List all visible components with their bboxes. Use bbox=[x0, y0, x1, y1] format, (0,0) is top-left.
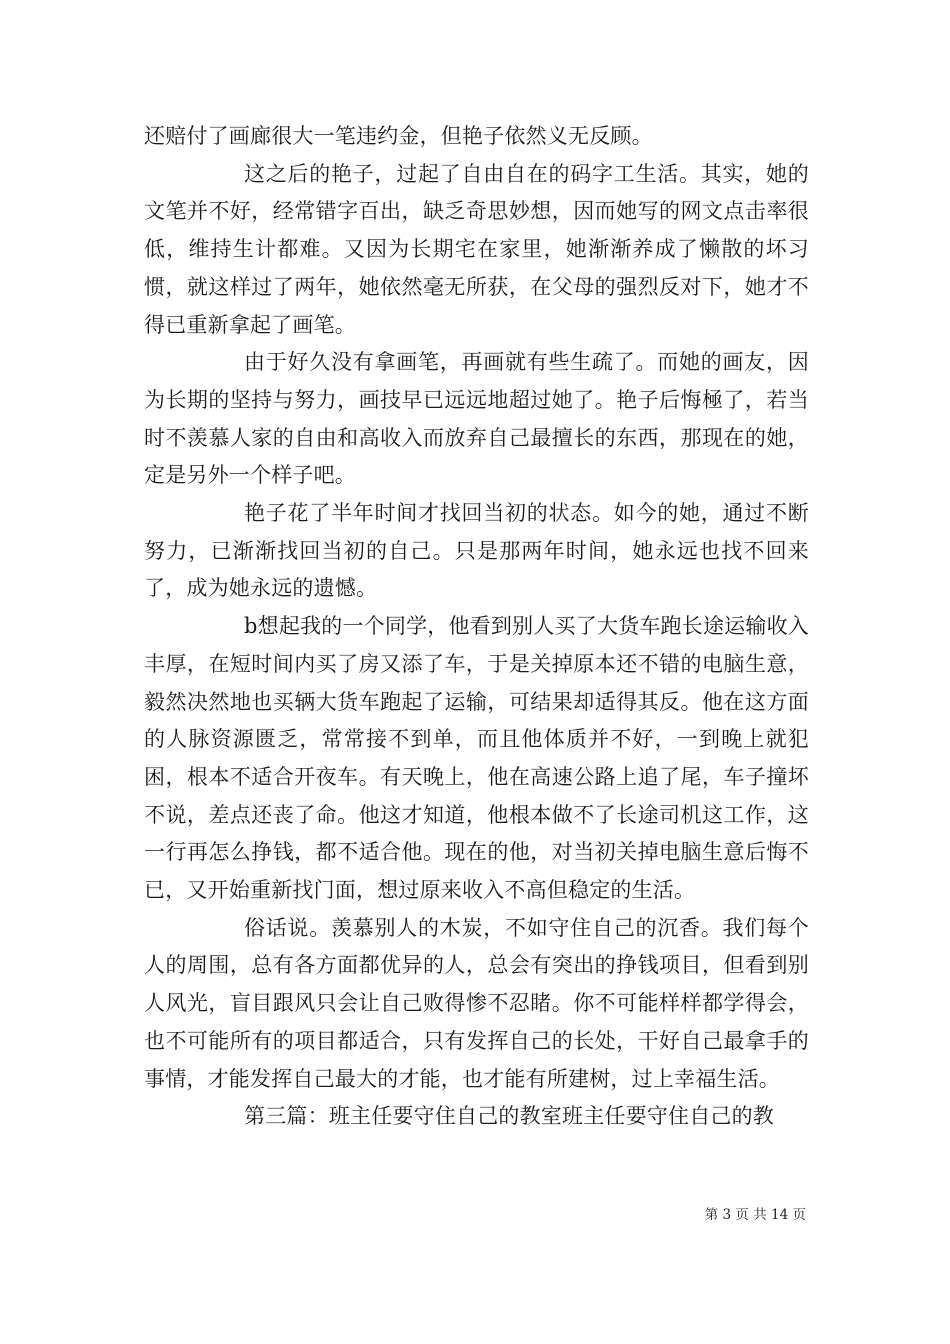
paragraph-5: b想起我的一个同学，他看到别人买了大货车跑长途运输收入丰厚，在短时间内买了房又添了车，于是关掉原本还不错的电脑生意，毅然决然地也买辆大货车跑起了运输，可结果却适得其反。他在这方面的人脉资源匮乏，常常接不到单，而且他体质并不好，一到晚上就犯困，根本不适合开夜车。有天晚上，他在高速公路上追了尾，车子撞坏不说，差点还丧了命。他这才知道，他根本做不了长途司机这工作，这一行再怎么挣钱，都不适合他。现在的他，对当初关掉电脑生意后悔不已，又开始重新找门面，想过原来收入不高但稳定的生活。 bbox=[144, 614, 809, 903]
paragraph-7-heading: 第三篇：班主任要守住自己的教室班主任要守住自己的教 bbox=[244, 1104, 774, 1129]
paragraph-6: 俗话说。羡慕别人的木炭，不如守住自己的沉香。我们每个人的周围，总有各方面都优异的人，总会有突出的挣钱项目，但看到别人风光，盲目跟风只会让自己败得惨不忍睹。你不可能样样都学得会，也不可能所有的项目都适合，只有发挥自己的长处，干好自己最拿手的事情，才能发挥自己最大的才能，也才能有所建树，过上幸福生活。 bbox=[144, 915, 809, 1091]
paragraph-2: 这之后的艳子，过起了自由自在的码字工生活。其实，她的文笔并不好，经常错字百出，缺乏奇思妙想，因而她写的网文点击率很低，维持生计都难。又因为长期宅在家里，她渐渐养成了懒散的坏习惯，就这样过了两年，她依然毫无所获，在父母的强烈反对下，她才不得已重新拿起了画笔。 bbox=[144, 161, 809, 337]
paragraph-1: 还赔付了画廊很大一笔违约金，但艳子依然义无反顾。 bbox=[144, 124, 653, 148]
paragraph-3: 由于好久没有拿画笔，再画就有些生疏了。而她的画友，因为长期的坚持与努力，画技早已远远地超过她了。艳子后悔極了，若当时不羡慕人家的自由和高收入而放弃自己最擅长的东西，那现在的她，定是另外一个样子吧。 bbox=[144, 350, 809, 488]
article-body bbox=[144, 118, 809, 1136]
paragraph-4: 艳子花了半年时间才找回当初的状态。如今的她，通过不断努力，已渐渐找回当初的自己。只是那两年时间，她永远也找不回来了，成为她永远的遗憾。 bbox=[144, 501, 809, 601]
page-number-footer: 第 3 页 共 14 页 bbox=[704, 1207, 806, 1223]
